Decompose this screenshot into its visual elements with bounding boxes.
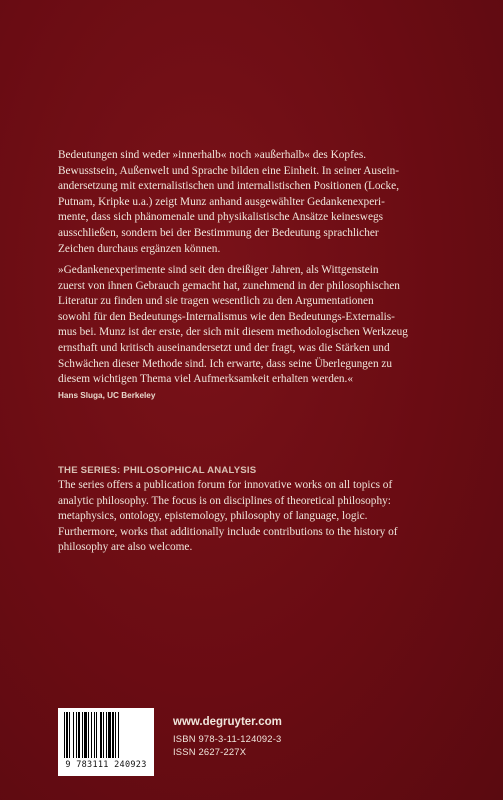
description-line: mente, dass sich phänomenale und physikalistische Ansätze keineswegs — [58, 211, 384, 224]
barcode-number: 9 783111 240923 — [65, 760, 147, 770]
quote-line: sowohl für den Bedeutungs-Internalismus wie den Bedeutungs-Externalis- — [58, 310, 395, 323]
series-line: analytic philosophy. The focus is on disciplines of theoretical philosophy: — [58, 494, 391, 507]
description-paragraph — [58, 148, 458, 257]
quote-line: diesem wichtigen Thema viel Aufmerksamkeit erhalten werden.« — [58, 373, 353, 386]
series-heading: THE SERIES: PHILOSOPHICAL ANALYSIS — [58, 465, 257, 476]
description-line: andersetzung mit externalistischen und internalistischen Positionen (Locke, — [58, 180, 400, 193]
series-line: philosophy are also welcome. — [58, 541, 193, 554]
series-line: Furthermore, works that additionally include contributions to the history of — [58, 525, 398, 538]
quote-line: zuerst von ihnen Gebrauch gemacht hat, zunehmend in der philosophischen — [58, 279, 400, 292]
quote-line: ernsthaft und kritisch auseinandersetzt und der fragt, was die Stärken und — [58, 341, 390, 354]
quote-attribution: Hans Sluga, UC Berkeley — [58, 391, 156, 400]
description-line: Bewusstsein, Außenwelt und Sprache bilden eine Einheit. In seiner Ausein- — [58, 164, 400, 177]
review-quote — [58, 263, 458, 388]
series-line: metaphysics, ontology, epistemology, philosophy of language, logic. — [58, 510, 368, 523]
quote-line: mus bei. Munz ist der erste, der sich mit diesem methodologischen Werkzeug — [58, 326, 408, 339]
description-line: ausschließen, sondern bei der Bestimmung der Bedeutung sprachlicher — [58, 226, 379, 239]
quote-line: »Gedankenexperimente sind seit den dreißiger Jahren, als Wittgenstein — [58, 264, 379, 276]
description-line: Zeichen durchaus ergänzen können. — [58, 242, 221, 255]
publisher-url[interactable]: www.degruyter.com — [173, 716, 282, 728]
quote-line: Literatur zu finden und sie tragen wesentlich zu den Argumentationen — [58, 295, 374, 308]
publisher-info — [173, 716, 282, 758]
series-line: The series offers a publication forum for innovative works on all topics of — [58, 479, 393, 491]
isbn-barcode — [58, 708, 154, 776]
description-line: Bedeutungen sind weder »innerhalb« noch »außerhalb« des Kopfes. — [58, 149, 367, 161]
quote-line: Schwächen dieser Methode sind. Ich erwarte, dass seine Überlegungen zu — [58, 357, 393, 370]
issn-number: ISSN 2627-227X — [173, 746, 247, 757]
series-description — [58, 478, 458, 556]
isbn-number: ISBN 978-3-11-124092-3 — [173, 733, 282, 744]
barcode-bars — [64, 712, 148, 758]
description-line: Putnam, Kripke u.a.) zeigt Munz anhand ausgewählter Gedankenexperi- — [58, 195, 385, 208]
